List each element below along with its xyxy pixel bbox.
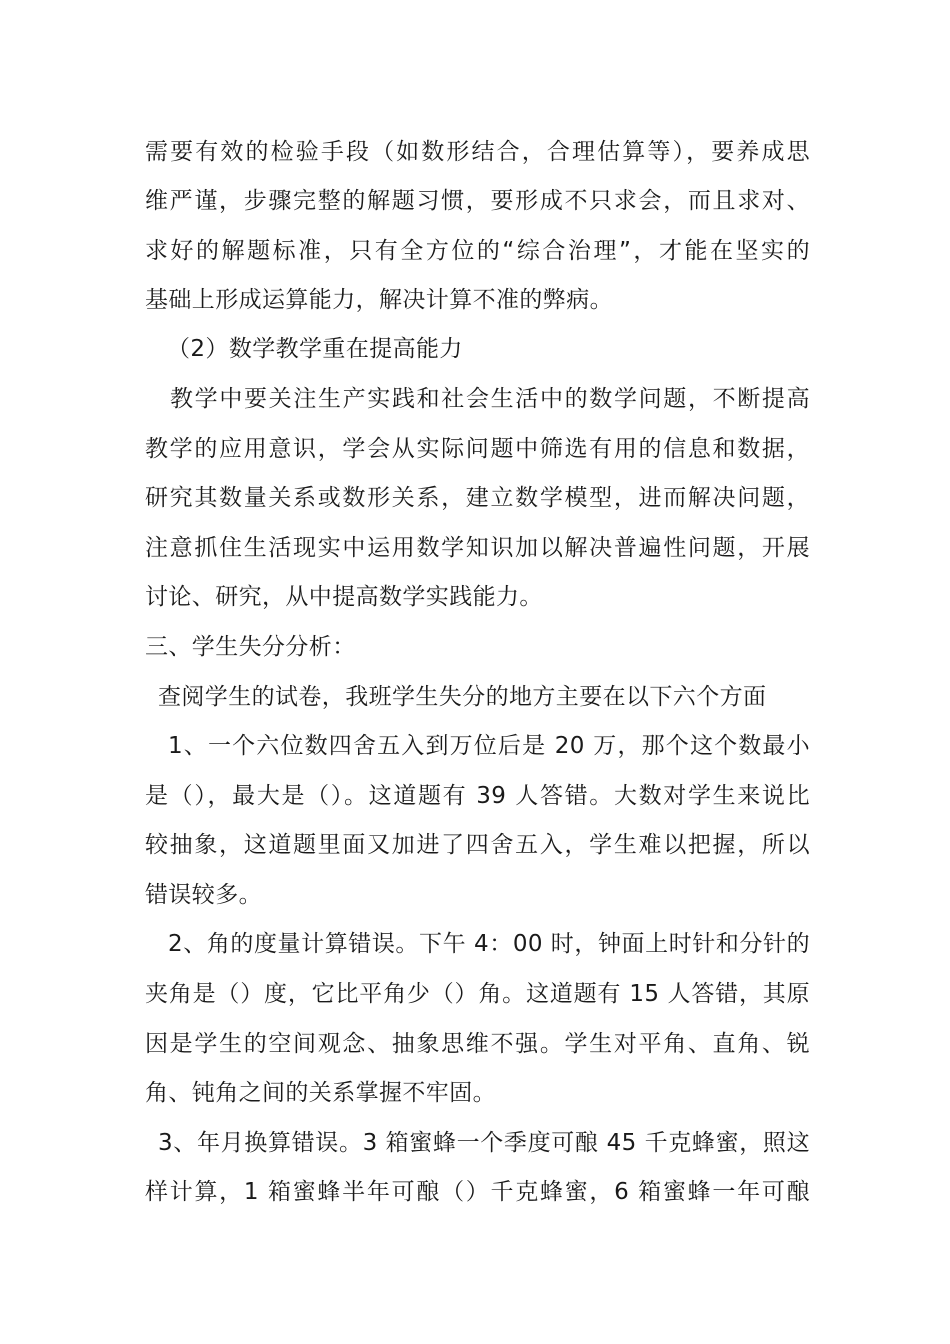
section-heading: （2）数学教学重在提高能力 bbox=[167, 336, 463, 362]
paragraph-line: 研究其数量关系或数形关系，建立数学模型，进而解决问题， bbox=[145, 485, 810, 511]
question-line: 3、年月换算错误。3 箱蜜蜂一个季度可酿 45 千克蜂蜜，照这 bbox=[158, 1130, 810, 1156]
question-line: 1、一个六位数四舍五入到万位后是 20 万，那个这个数最小 bbox=[168, 733, 810, 759]
question-line: 样计算，1 箱蜜蜂半年可酿（）千克蜂蜜，6 箱蜜蜂一年可酿 bbox=[145, 1179, 810, 1205]
question-line: 较抽象，这道题里面又加进了四舍五入，学生难以把握，所以 bbox=[145, 832, 810, 858]
question-line: 错误较多。 bbox=[145, 882, 262, 908]
paragraph-line: 教学中要关注生产实践和社会生活中的数学问题，不断提高 bbox=[170, 386, 810, 412]
paragraph-line: 讨论、研究，从中提高数学实践能力。 bbox=[145, 584, 543, 610]
paragraph-line: 注意抓住生活现实中运用数学知识加以解决普遍性问题，开展 bbox=[145, 535, 810, 561]
paragraph-line: 求好的解题标准，只有全方位的“综合治理”，才能在坚实的 bbox=[145, 238, 810, 264]
section-heading: 三、学生失分分析： bbox=[145, 634, 356, 660]
question-line: 因是学生的空间观念、抽象思维不强。学生对平角、直角、锐 bbox=[145, 1031, 810, 1057]
question-line: 2、角的度量计算错误。下午 4：00 时，钟面上时针和分针的 bbox=[168, 931, 810, 957]
paragraph-line: 教学的应用意识，学会从实际问题中筛选有用的信息和数据， bbox=[145, 436, 810, 462]
question-line: 是（），最大是（）。这道题有 39 人答错。大数对学生来说比 bbox=[145, 783, 810, 809]
paragraph-line: 查阅学生的试卷，我班学生失分的地方主要在以下六个方面 bbox=[158, 684, 767, 710]
paragraph-line: 基础上形成运算能力，解决计算不准的弊病。 bbox=[145, 287, 613, 313]
paragraph-line: 维严谨，步骤完整的解题习惯，要形成不只求会，而且求对、 bbox=[145, 188, 810, 214]
paragraph-line: 需要有效的检验手段（如数形结合，合理估算等），要养成思 bbox=[145, 139, 810, 165]
question-line: 角、钝角之间的关系掌握不牢固。 bbox=[145, 1080, 496, 1106]
question-line: 夹角是（）度，它比平角少（）角。这道题有 15 人答错，其原 bbox=[145, 981, 810, 1007]
